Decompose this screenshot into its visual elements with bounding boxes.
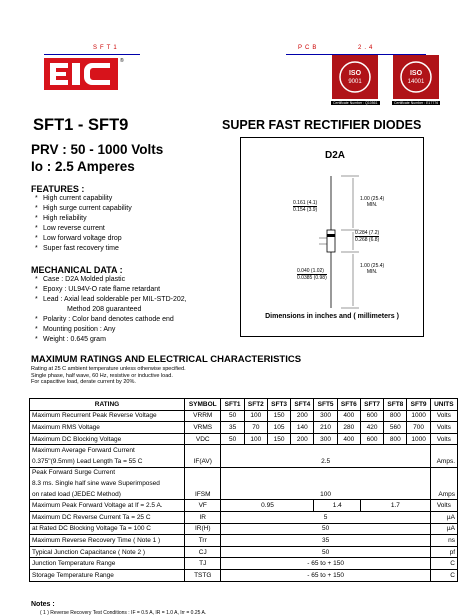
cell: 100 [244, 433, 267, 445]
dim-value: MIN. [366, 269, 378, 275]
row-unit: Amps. [430, 456, 457, 467]
row-label: Maximum Reverse Recovery Time ( Note 1 ) [30, 535, 185, 547]
cell: 600 [360, 410, 383, 422]
dim-value: 0.268 (6.8) [355, 237, 380, 243]
table-row [30, 535, 458, 547]
cell: 140 [291, 422, 314, 434]
table-row [30, 489, 458, 500]
cell: 400 [337, 410, 360, 422]
list-item: * Super fast recovery time [31, 244, 132, 254]
col-header: SFT2 [244, 399, 267, 411]
diode-outline-drawing [241, 138, 423, 336]
cell: 300 [314, 433, 337, 445]
table-row [30, 433, 458, 445]
cell: 400 [337, 433, 360, 445]
col-header: SFT6 [337, 399, 360, 411]
dim-value: 0.161 (4.1) [293, 200, 318, 206]
cell: 280 [337, 422, 360, 434]
features-heading: FEATURES : [31, 184, 85, 194]
dim-lead-length-bottom [360, 263, 384, 275]
table-row [30, 445, 458, 456]
ratings-heading: MAXIMUM RATINGS AND ELECTRICAL CHARACTERISTICS [31, 354, 302, 365]
cell: 35 [221, 535, 430, 547]
series-tag: SFT1 [93, 45, 120, 51]
row-label: Maximum RMS Voltage [30, 422, 185, 434]
table-row [30, 523, 458, 535]
cell: 200 [291, 410, 314, 422]
table-row [30, 569, 458, 581]
col-header: SFT1 [221, 399, 244, 411]
iso9001-cert-icon [332, 55, 378, 99]
notes-heading: Notes : [31, 601, 55, 608]
row-label: Storage Temperature Range [30, 569, 185, 581]
pcb-tag: PCB [298, 45, 320, 51]
cell: 105 [267, 422, 290, 434]
cell: 420 [360, 422, 383, 434]
cell: 800 [384, 410, 407, 422]
list-item: * Lead : Axial lead solderable per MIL-STD-202, [31, 295, 187, 305]
row-unit: µA [430, 511, 457, 523]
row-unit: pf [430, 546, 457, 558]
row-symbol: CJ [185, 546, 221, 558]
mechanical-heading: MECHANICAL DATA : [31, 265, 123, 275]
col-header: SFT3 [267, 399, 290, 411]
cell: 50 [221, 546, 430, 558]
row-unit: C [430, 569, 457, 581]
note-1: ( 1 ) Reverse Recovery Test Conditions : IF = 0.5 A, IR = 1.0 A, Irr = 0.25 A. [40, 610, 207, 616]
list-item-continuation: Method 208 guaranteed [67, 306, 142, 313]
dim-lead-diameter [297, 268, 327, 281]
row-label: Peak Forward Surge Current [30, 467, 185, 478]
col-header: SFT5 [314, 399, 337, 411]
package-drawing-box [240, 137, 424, 337]
row-label: Maximum Average Forward Current [30, 445, 185, 456]
features-list [31, 194, 132, 254]
row-symbol: IF(AV) [185, 456, 221, 467]
io-spec: Io : 2.5 Amperes [31, 159, 135, 174]
svg-text:ISO: ISO [409, 70, 423, 77]
table-row [30, 456, 458, 467]
note-line: For capacitive load, derate current by 20%. [31, 379, 136, 385]
part-title: SFT1 - SFT9 [33, 116, 129, 134]
dim-value: 0.284 (7.2) [355, 230, 380, 236]
list-item: * Low forward voltage drop [31, 234, 132, 244]
list-item: * High reliability [31, 214, 132, 224]
note-line: Single phase, half wave, 60 Hz, resistive or inductive load. [31, 372, 173, 379]
cell: 1000 [407, 433, 430, 445]
table-row [30, 546, 458, 558]
row-unit: Volts [430, 422, 457, 434]
dim-value: MIN. [366, 202, 378, 208]
cell: 0.95 [221, 500, 314, 512]
row-unit: Volts [430, 433, 457, 445]
col-header: SYMBOL [185, 399, 221, 411]
row-symbol: VRMS [185, 422, 221, 434]
row-label-cont: 8.3 ms. Single half sine wave Superimposed [30, 478, 185, 489]
ratings-notes [31, 366, 186, 386]
cell: 35 [221, 422, 244, 434]
cell: 100 [221, 489, 430, 500]
list-item: * Polarity : Color band denotes cathode end [31, 315, 187, 325]
cert1-caption: Certificate Number : Q10561 [333, 101, 378, 105]
row-symbol: VDC [185, 433, 221, 445]
row-symbol: TSTG [185, 569, 221, 581]
mechanical-list [31, 275, 187, 345]
row-label: Maximum DC Blocking Voltage [30, 433, 185, 445]
list-item: * Epoxy : UL94V-O rate flame retardant [31, 285, 187, 295]
dim-body-diameter [293, 200, 317, 213]
table-row [30, 467, 458, 478]
row-label-cont: 0.375"(9.5mm) Lead Length Ta = 55 C [30, 456, 185, 467]
row-unit: µA [430, 523, 457, 535]
row-label: Maximum Peak Forward Voltage at If = 2.5 A. [30, 500, 185, 512]
svg-text:9001: 9001 [348, 79, 362, 85]
dim-value: 0.040 (1.02) [297, 268, 324, 274]
row-unit: C [430, 558, 457, 570]
row-unit: Amps [430, 489, 457, 500]
dim-value: 0.154 (3.9) [293, 207, 318, 213]
cell: 70 [244, 422, 267, 434]
dim-value: 1.00 (25.4) [360, 196, 385, 202]
cert2-caption: Certificate Number : E17776 [394, 101, 439, 105]
cell: 600 [360, 433, 383, 445]
dim-value: 1.00 (25.4) [360, 263, 385, 269]
list-item: * Case : D2A Molded plastic [31, 275, 187, 285]
row-label: Maximum DC Reverse Current Ta = 25 C [30, 511, 185, 523]
cell: 150 [267, 410, 290, 422]
col-header: SFT8 [384, 399, 407, 411]
cell: 5 [221, 511, 430, 523]
header-rule-left [44, 54, 140, 55]
cell: 300 [314, 410, 337, 422]
row-unit: ns [430, 535, 457, 547]
list-item: * Mounting position : Any [31, 325, 187, 335]
list-item: * Low reverse current [31, 224, 132, 234]
table-row [30, 422, 458, 434]
row-symbol: IR [185, 511, 221, 523]
cell: 150 [267, 433, 290, 445]
col-header: UNITS [430, 399, 457, 411]
table-row [30, 478, 458, 489]
table-row [30, 500, 458, 512]
table-row [30, 511, 458, 523]
row-label: at Rated DC Blocking Voltage Ta = 100 C [30, 523, 185, 535]
table-row [30, 410, 458, 422]
row-label: Maximum Recurrent Peak Reverse Voltage [30, 410, 185, 422]
svg-text:14001: 14001 [407, 79, 425, 85]
package-name: D2A [325, 150, 346, 161]
cell: 800 [384, 433, 407, 445]
dim-value: 0.0385 (0.98) [297, 275, 327, 281]
row-label-cont: on rated load (JEDEC Method) [30, 489, 185, 500]
row-symbol: TJ [185, 558, 221, 570]
cell: - 65 to + 150 [221, 558, 430, 570]
cell: 1000 [407, 410, 430, 422]
row-symbol: VF [185, 500, 221, 512]
col-header: RATING [30, 399, 185, 411]
row-label: Junction Temperature Range [30, 558, 185, 570]
cell: - 65 to + 150 [221, 569, 430, 581]
cell: 100 [244, 410, 267, 422]
product-title: SUPER FAST RECTIFIER DIODES [222, 118, 422, 132]
cell: 2.5 [221, 456, 430, 467]
row-label: Typical Junction Capacitance ( Note 2 ) [30, 546, 185, 558]
eic-logo [44, 58, 118, 90]
cell: 1.4 [314, 500, 361, 512]
table-row [30, 558, 458, 570]
row-symbol: Trr [185, 535, 221, 547]
row-symbol: IR(H) [185, 523, 221, 535]
cell: 50 [221, 410, 244, 422]
dim-lead-length-top [360, 196, 384, 208]
cell: 560 [384, 422, 407, 434]
pcb-number: 2.4 [358, 45, 376, 51]
list-item: * Weight : 0.645 gram [31, 335, 187, 345]
package-caption: Dimensions in inches and ( millimeters ) [265, 313, 399, 320]
cell: 210 [314, 422, 337, 434]
svg-text:ISO: ISO [348, 70, 362, 77]
col-header: SFT4 [291, 399, 314, 411]
list-item: * High surge current capability [31, 204, 132, 214]
dim-body-length [355, 230, 379, 243]
registered-mark: ® [120, 58, 124, 64]
table-header-row [30, 399, 458, 411]
row-symbol: IFSM [185, 489, 221, 500]
cell: 50 [221, 433, 244, 445]
iso14001-cert-icon [393, 55, 439, 99]
note-line: Rating at 25 C ambient temperature unless otherwise specified. [31, 366, 186, 372]
list-item: * High current capability [31, 194, 132, 204]
prv-spec: PRV : 50 - 1000 Volts [31, 142, 164, 157]
ratings-table [29, 398, 458, 582]
cell: 700 [407, 422, 430, 434]
cell: 50 [221, 523, 430, 535]
col-header: SFT7 [360, 399, 383, 411]
cell: 1.7 [360, 500, 430, 512]
col-header: SFT9 [407, 399, 430, 411]
cell: 200 [291, 433, 314, 445]
row-unit: Volts [430, 410, 457, 422]
row-unit: Volts [430, 500, 457, 512]
row-symbol: VRRM [185, 410, 221, 422]
